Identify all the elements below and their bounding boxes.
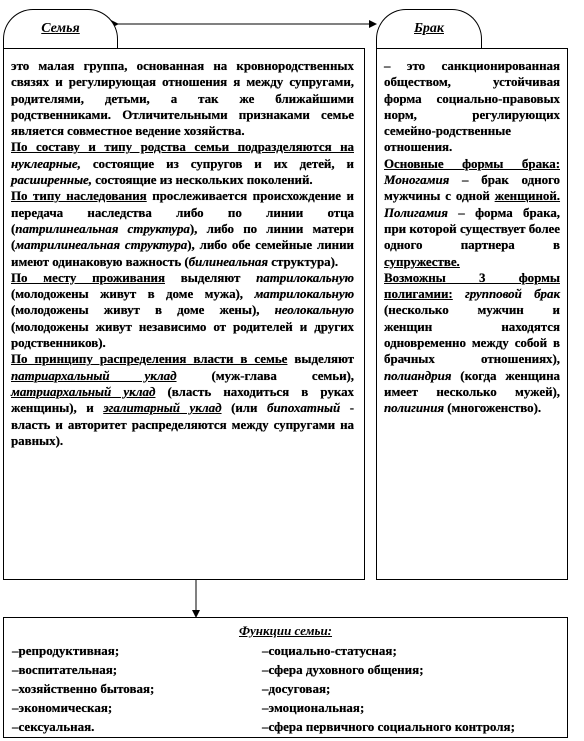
functions-right-list [262,641,515,736]
functions-left-list [12,641,154,736]
family-definition: это малая группа, основанная на кровнородственных связях и регулирующая отношения я между супругами, родителями, детьми, а так же ближайшими родственниками. Отличительными признаками семье является совместное ведение хозяйства. [11,58,354,139]
marriage-tab [376,9,482,49]
family-residence: По месту проживания выделяют патрилокальную (молодожены живут в доме мужа), матрилокальную (молодожены живут в доме жены), неолокальную (молодожены живут независимо от родителей и других родственников). [11,269,355,351]
family-text [11,58,354,449]
function-item: –сексуальная. [12,719,95,734]
family-tab [3,9,118,49]
function-item: –досуговая; [262,681,331,696]
function-item: –эмоциональная; [262,700,365,715]
functions-box [3,617,568,738]
functions-title: Функции семьи: [238,623,333,638]
function-item: –сфера первичного социального контроля; [262,719,515,734]
function-item: –репродуктивная; [12,643,120,658]
family-inheritance: По типу наследования прослеживается происхождение и передача наследства либо по линии отца (патрилинеальная структура), либо по линии матери (матрилинеальная структура), либо обе семейные линии имеют одинаковую важность (билинеальная структура). [11,188,354,269]
marriage-definition: – это санкционированная обществом, устойчивая форма социально-правовых норм, регулирующих семейно-родственные отношения. [384,58,560,155]
family-title: Семья [41,21,80,36]
function-item: –хозяйственно бытовая; [12,681,155,696]
marriage-title: Брак [414,21,444,36]
family-power: По принципу распределения власти в семье выделяют патриархальный уклад (муж-глава семьи), матриархальный уклад (власть находиться в руках женщины), и эгалитарный уклад (или бипохатный - власть и авторитет распределяются между супругами на равных). [11,351,355,448]
function-item: –сфера духовного общения; [262,662,424,677]
family-composition: По составу и типу родства семьи подразделяются на нуклеарные, состоящие из супругов и их детей, и расширенные, состоящие из нескольких поколений. [11,139,354,188]
function-item: –экономическая; [12,700,113,715]
function-item: –социально-статусная; [262,643,397,658]
marriage-forms: Основные формы брака: Моногамия – брак одного мужчины с одной женщиной. Полигамия – форма брака, при которой существует более одного партнера в супружестве. [384,155,561,269]
marriage-polygamy: Возможны 3 формы полигамии: групповой брак (несколько мужчин и женщин находятся одновременно между собой в брачных отношениях), полиандрия (когда женщина имеет несколько мужей), полигиния (многоженство). [384,269,560,416]
function-item: –воспитательная; [12,662,118,677]
marriage-text [384,58,560,417]
